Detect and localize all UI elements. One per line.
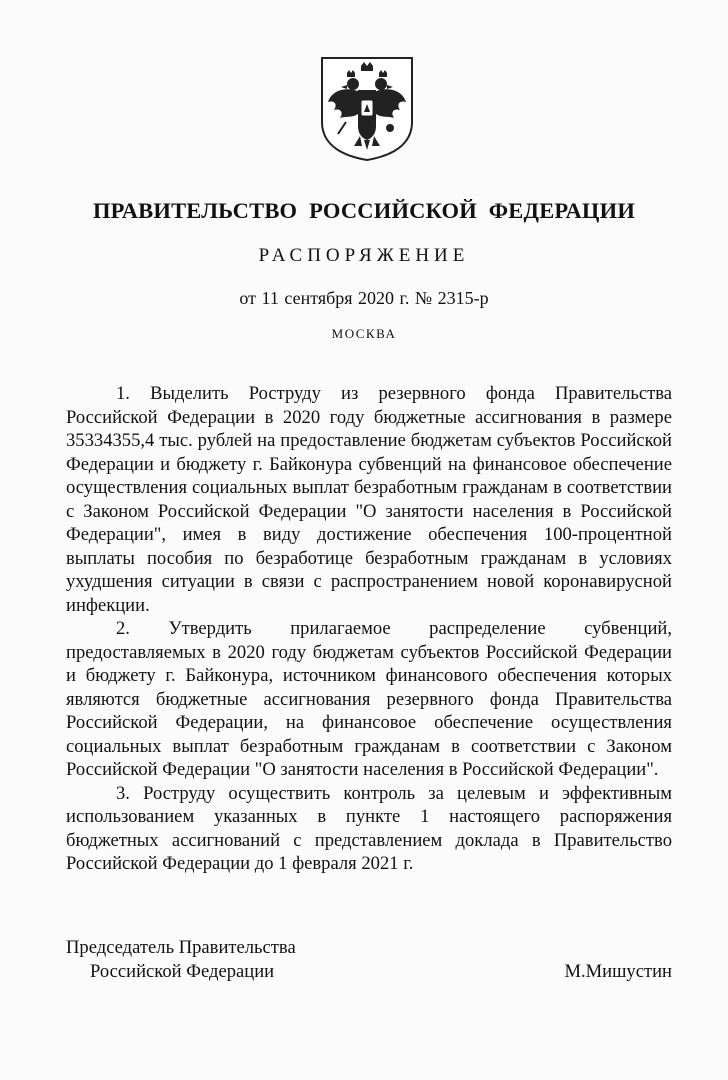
paragraph-1: 1. Выделить Роструду из резервного фонда Правительства Российской Федерации в 2020 году бюджетные ассигнования в размере 35334355,4 тыс. рублей на предоставление бюджетам субъектов Российской Федерации и бюджету г. Байконура субвенций на финансовое обеспечение осуществления социальных выплат безработным гражданам в соответствии с Законом Российской Федерации "О занятости населения в Российской Федерации", имея в виду достижение обеспечения 100-процентной выплаты пособия по безработице безработным гражданам в условиях ухудшения ситуации в связи с распространением новой коронавирусной инфекции. bbox=[66, 383, 672, 616]
document-date-number: от 11 сентября 2020 г. № 2315-р bbox=[239, 288, 489, 308]
paragraph-3: 3. Роструду осуществить контроль за целевым и эффективным использованием указанных в пункте 1 настоящего распоряжения бюджетных ассигнований с представлением доклада в Правительство Российской Федерации до 1 февраля 2021 г. bbox=[66, 782, 672, 874]
signatory-position bbox=[66, 936, 296, 983]
signatory-name: М.Мишустин bbox=[564, 960, 672, 982]
government-title: ПРАВИТЕЛЬСТВО РОССИЙСКОЙ ФЕДЕРАЦИИ bbox=[92, 198, 636, 223]
position-line-2: Российской Федерации bbox=[90, 960, 275, 982]
paragraph-2: 2. Утвердить прилагаемое распределение субвенций, предоставляемых в 2020 году бюджетам субъектов Российской Федерации и бюджету г. Байконура, источником финансового обеспечения которых являются бюджетные ассигнования резервного фонда Правительства Российской Федерации, на финансовое обеспечение осуществления социальных выплат безработным гражданам в соответствии с Законом Российской Федерации "О занятости населения в Российской Федерации". bbox=[66, 618, 672, 780]
document-place: МОСКВА bbox=[331, 326, 397, 341]
coat-of-arms-icon bbox=[320, 56, 414, 162]
document-type: РАСПОРЯЖЕНИЕ bbox=[258, 245, 470, 266]
document-body bbox=[66, 382, 672, 876]
position-line-1: Председатель Правительства bbox=[66, 937, 296, 958]
